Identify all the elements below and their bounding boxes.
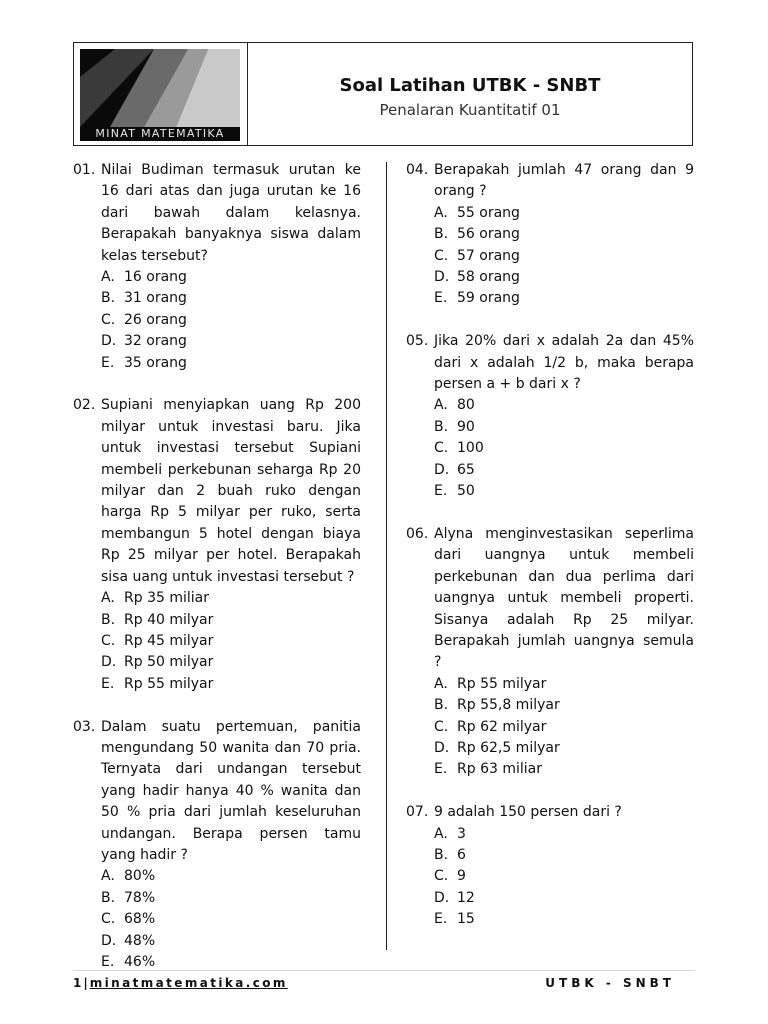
option-text: Rp 63 miliar	[457, 761, 542, 778]
footer-exam-label: UTBK - SNBT	[545, 976, 675, 990]
answer-option	[434, 717, 694, 738]
question-2	[73, 395, 361, 695]
option-text: Rp 35 miliar	[124, 590, 209, 607]
option-letter: C.	[434, 247, 449, 264]
logo-text: MINAT MATEMATIKA	[95, 127, 225, 140]
document-header	[73, 42, 693, 146]
option-letter: A.	[101, 590, 115, 607]
question-6	[406, 524, 694, 781]
answer-option	[434, 288, 694, 309]
option-letter: D.	[101, 333, 117, 350]
option-letter: E.	[434, 483, 448, 500]
option-text: 50	[457, 483, 475, 500]
minat-matematika-logo	[80, 49, 240, 141]
answer-option	[434, 246, 694, 267]
answer-option	[101, 888, 361, 909]
option-letter: E.	[434, 911, 448, 928]
option-letter: C.	[434, 440, 449, 457]
document-title: Soal Latihan UTBK - SNBT	[339, 75, 601, 96]
question-text: Berapakah jumlah 47 orang dan 9 orang ?	[434, 162, 694, 200]
option-text: 32 orang	[124, 333, 187, 350]
answer-option	[101, 310, 361, 331]
answer-option	[101, 866, 361, 887]
answer-option	[434, 438, 694, 459]
option-letter: B.	[101, 290, 116, 307]
option-letter: A.	[101, 868, 115, 885]
option-text: 12	[457, 889, 475, 906]
question-number: 05.	[406, 333, 429, 350]
answer-option	[434, 824, 694, 845]
question-text: Nilai Budiman termasuk urutan ke 16 dari atas dan juga urutan ke 16 dari bawah dalam kelasnya. Berapakah banyaknya siswa dalam kelas tersebut?	[101, 162, 361, 264]
answer-option	[101, 909, 361, 930]
option-text: 26 orang	[124, 311, 187, 328]
option-letter: A.	[434, 825, 448, 842]
option-letter: C.	[434, 868, 449, 885]
option-text: 68%	[124, 911, 156, 928]
option-letter: B.	[434, 226, 449, 243]
option-letter: E.	[434, 761, 448, 778]
question-4	[406, 160, 694, 310]
question-text: Jika 20% dari x adalah 2a dan 45% dari x adalah 1/2 b, maka berapa persen a + b dari x ?	[434, 333, 694, 393]
option-text: Rp 55 milyar	[124, 675, 214, 692]
question-text: Alyna menginvestasikan seperlima dari uangnya untuk membeli perkebunan dan dua perlima dari uangnya untuk membeli properti. Sisanya adalah Rp 25 milyar. Berapakah jumlah uangnya semula ?	[434, 525, 694, 671]
option-text: 46%	[124, 954, 156, 970]
logo-cell	[74, 43, 248, 145]
option-letter: C.	[434, 718, 449, 735]
title-cell	[248, 43, 692, 145]
answer-option	[101, 674, 361, 695]
footer-left	[73, 976, 288, 990]
option-text: 59 orang	[457, 290, 520, 307]
answer-option	[101, 331, 361, 352]
option-letter: A.	[434, 397, 448, 414]
option-text: 58 orang	[457, 269, 520, 286]
option-letter: B.	[101, 611, 116, 628]
question-3	[73, 717, 361, 974]
option-text: Rp 45 milyar	[124, 632, 214, 649]
option-letter: B.	[101, 889, 116, 906]
option-text: 100	[457, 440, 484, 457]
option-letter: C.	[101, 632, 116, 649]
answer-option	[434, 738, 694, 759]
option-text: 55 orang	[457, 204, 520, 221]
option-letter: D.	[434, 739, 450, 756]
option-letter: D.	[434, 269, 450, 286]
question-5	[406, 331, 694, 502]
answer-option	[434, 695, 694, 716]
option-text: 90	[457, 418, 475, 435]
answer-option	[101, 588, 361, 609]
question-number: 03.	[73, 718, 96, 735]
option-text: 65	[457, 461, 475, 478]
right-column	[406, 160, 694, 952]
option-text: 6	[457, 846, 466, 863]
option-text: Rp 55 milyar	[457, 675, 547, 692]
option-text: 35 orang	[124, 354, 187, 371]
option-letter: E.	[101, 954, 115, 970]
option-letter: B.	[434, 697, 449, 714]
question-text: Dalam suatu pertemuan, panitia mengundang 50 wanita dan 70 pria. Ternyata dari undangan tersebut yang hadir hanya 40 % wanita dan 50 % pria dari jumlah keseluruhan undangan. Berapa persen tamu yang hadir ?	[101, 718, 361, 863]
option-letter: E.	[101, 675, 115, 692]
answer-options	[434, 395, 694, 502]
answer-option	[434, 909, 694, 930]
answer-option	[434, 460, 694, 481]
option-text: 56 orang	[457, 226, 520, 243]
option-text: 31 orang	[124, 290, 187, 307]
option-letter: C.	[101, 311, 116, 328]
option-text: 80	[457, 397, 475, 414]
answer-option	[434, 267, 694, 288]
option-text: Rp 55,8 milyar	[457, 697, 560, 714]
question-1	[73, 160, 361, 374]
answer-option	[434, 888, 694, 909]
document-subtitle: Penalaran Kuantitatif 01	[379, 101, 561, 119]
answer-options	[101, 588, 361, 695]
footer-separator: |	[83, 976, 88, 990]
option-letter: E.	[434, 290, 448, 307]
question-number: 02.	[73, 397, 96, 414]
option-text: 48%	[124, 932, 156, 949]
answer-options	[101, 267, 361, 374]
option-letter: B.	[434, 418, 449, 435]
question-number: 07.	[406, 804, 429, 821]
left-column	[73, 160, 361, 995]
answer-option	[434, 759, 694, 780]
option-letter: B.	[434, 846, 449, 863]
answer-option	[434, 417, 694, 438]
question-number: 01.	[73, 162, 96, 178]
option-letter: A.	[434, 675, 448, 692]
answer-option	[101, 652, 361, 673]
option-letter: D.	[101, 932, 117, 949]
option-letter: A.	[101, 269, 115, 286]
answer-option	[434, 395, 694, 416]
question-text: 9 adalah 150 persen dari ?	[434, 804, 622, 821]
option-text: Rp 62,5 milyar	[457, 739, 560, 756]
option-text: Rp 50 milyar	[124, 654, 214, 671]
question-number: 04.	[406, 162, 429, 178]
answer-option	[434, 845, 694, 866]
option-letter: D.	[434, 889, 450, 906]
question-7	[406, 802, 694, 930]
answer-option	[101, 610, 361, 631]
option-letter: D.	[101, 654, 117, 671]
answer-option	[434, 674, 694, 695]
footer-url-link[interactable]: minatmatematika.com	[89, 976, 288, 990]
footer-rule	[73, 970, 695, 971]
question-number: 06.	[406, 525, 429, 542]
option-letter: A.	[434, 204, 448, 221]
option-letter: D.	[434, 461, 450, 478]
option-text: 57 orang	[457, 247, 520, 264]
answer-option	[101, 267, 361, 288]
option-letter: E.	[101, 354, 115, 371]
option-text: 3	[457, 825, 466, 842]
answer-option	[101, 353, 361, 374]
answer-options	[434, 203, 694, 310]
answer-option	[434, 481, 694, 502]
answer-option	[101, 931, 361, 952]
option-text: Rp 40 milyar	[124, 611, 214, 628]
answer-option	[101, 631, 361, 652]
answer-option	[434, 203, 694, 224]
answer-options	[434, 674, 694, 781]
question-text: Supiani menyiapkan uang Rp 200 milyar untuk investasi baru. Jika untuk investasi tersebut Supiani membeli perkebunan seharga Rp 20 milyar dan 2 buah ruko dengan harga Rp 5 milyar per ruko, serta membangun 5 hotel dengan biaya Rp 25 milyar per hotel. Berapakah sisa uang untuk investasi tersebut ?	[101, 397, 361, 585]
column-divider	[386, 162, 387, 950]
answer-options	[101, 866, 361, 973]
answer-options	[434, 824, 694, 931]
answer-option	[434, 866, 694, 887]
option-text: 9	[457, 868, 466, 885]
answer-option	[434, 224, 694, 245]
option-text: 78%	[124, 889, 156, 906]
answer-option	[101, 288, 361, 309]
option-text: 15	[457, 911, 475, 928]
option-text: 80%	[124, 868, 156, 885]
page-number: 1	[73, 976, 82, 990]
option-text: Rp 62 milyar	[457, 718, 547, 735]
option-letter: C.	[101, 911, 116, 928]
option-text: 16 orang	[124, 269, 187, 286]
